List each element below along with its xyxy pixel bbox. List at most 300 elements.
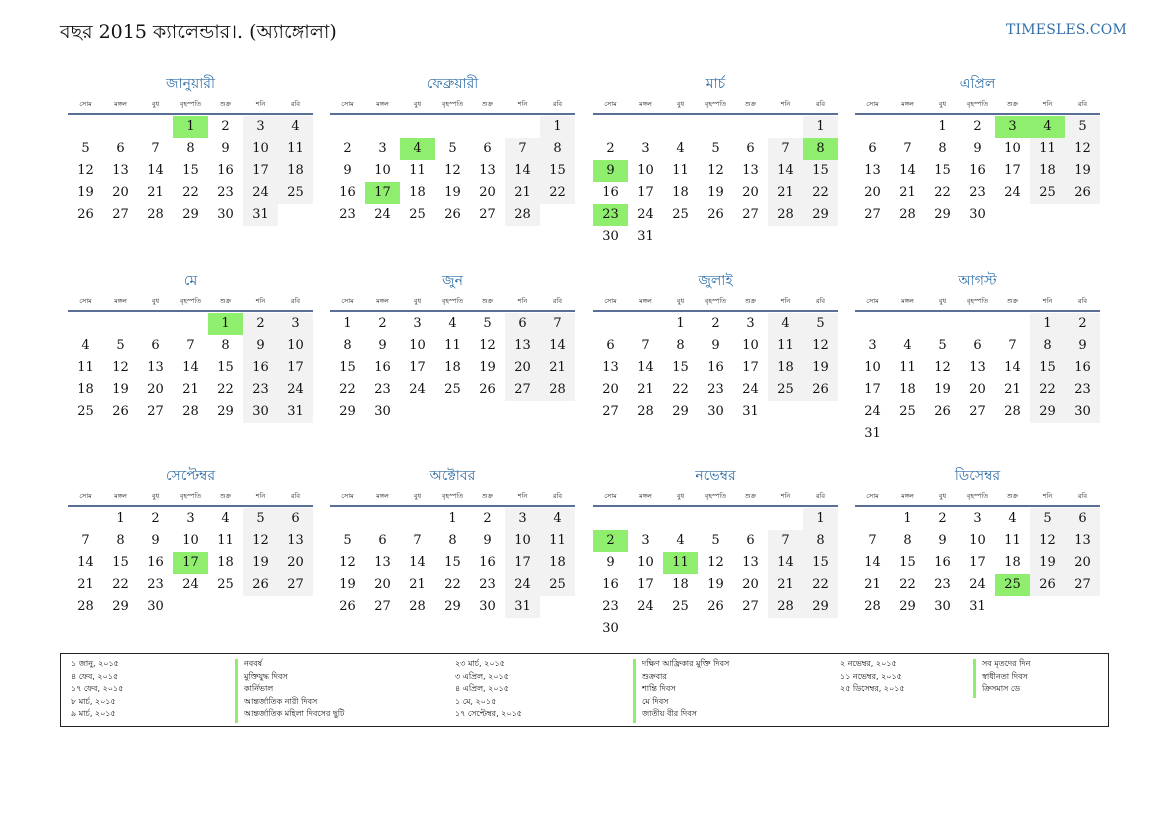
day-cell: 4 [221,511,230,526]
day-cell: 5 [81,141,90,156]
weekday-label: মঙ্গল [901,297,914,305]
day-cell: 25 [217,577,234,592]
empty-cell [470,116,505,138]
day-cell: 6 [746,533,755,548]
day-cell: 25 [672,599,689,614]
day-cell: 9 [221,141,230,156]
legend-name: নববর্ষ [244,659,263,668]
empty-cell [768,508,803,530]
weekday-label: শুক্র [219,100,232,108]
weekday-label: শনি [255,297,266,305]
day-cell: 11 [672,163,689,178]
day-cell: 29 [803,596,838,618]
day-cell: 11 [217,533,234,548]
day-cell: 15 [112,555,129,570]
day-cell: 21 [147,185,164,200]
weekday-label: মঙ্গল [901,492,914,500]
legend-name: আন্তর্জাতিক নারী দিবস [244,696,318,706]
day-cell: 1 [1030,313,1065,335]
day-cell: 27 [742,207,759,222]
empty-cell [593,313,628,335]
day-cell: 9 [151,533,160,548]
month-name: মার্চ [705,76,726,92]
day-cell: 17 [409,360,426,375]
weekday-label: বুধ [151,297,160,305]
month-block [330,73,575,226]
day-cell: 3 [641,533,650,548]
weekday-label: বৃহস্পতি [441,492,464,500]
day-cell: 2 [151,511,160,526]
weekday-label: রবি [815,492,826,500]
day-cell: 26 [444,207,461,222]
empty-cell [890,116,925,138]
month-block [68,270,313,423]
weekday-label: মঙ্গল [376,100,389,108]
day-cell: 29 [672,404,689,419]
weekday-label: শুক্র [481,100,494,108]
weekday-label: রবি [1077,297,1088,305]
day-cell: 12 [934,360,951,375]
day-cell: 29 [112,599,129,614]
weekday-label: শুক্র [481,492,494,500]
empty-cell [698,508,733,530]
day-cell: 19 [707,185,724,200]
day-cell: 30 [602,229,619,244]
day-cell: 1 [540,116,575,138]
day-cell: 20 [742,185,759,200]
day-cell: 18 [540,552,575,574]
weekday-label: রবি [290,492,301,500]
day-cell: 25 [77,404,94,419]
weekday-label: সোম [341,100,354,108]
weekday-label: বুধ [938,492,947,500]
day-cell: 22 [1030,379,1065,401]
day-cell: 23 [374,382,391,397]
day-cell: 18 [1030,160,1065,182]
day-cell: 27 [479,207,496,222]
weekday-label: বৃহস্পতি [441,100,464,108]
day-cell: 12 [707,555,724,570]
weekday-label: সোম [79,492,92,500]
day-cell: 22 [339,382,356,397]
day-cell: 20 [505,357,540,379]
day-cell: 8 [221,338,230,353]
weekday-label: বৃহস্পতি [179,297,202,305]
day-cell: 3 [746,316,755,331]
day-cell: 13 [505,335,540,357]
day-cell: 30 [969,207,986,222]
month-name: জুলাই [698,273,733,289]
day-cell: 21 [899,185,916,200]
day-cell: 16 [602,185,619,200]
weekday-label: শুক্র [1006,492,1019,500]
day-cell: 17 [637,185,654,200]
day-cell: 16 [339,185,356,200]
day-cell: 31 [505,596,540,618]
day-cell: 3 [641,141,650,156]
day-cell: 24 [182,577,199,592]
day-cell: 3 [186,511,195,526]
weekday-label: শনি [517,297,528,305]
day-cell: 15 [540,160,575,182]
weekday-header [68,95,313,115]
day-cell: 18 [1004,555,1021,570]
day-cell: 18 [444,360,461,375]
day-cell: 4 [1008,511,1017,526]
legend-name: সব মৃতদের দিন [982,659,1031,668]
day-cell: 2 [973,119,982,134]
day-cell: 23 [707,382,724,397]
day-cell: 30 [934,599,951,614]
weekday-label: মঙ্গল [376,297,389,305]
legend-name: ক্রিসমাস ডে [982,684,1020,693]
day-cell: 21 [768,574,803,596]
day-cell: 27 [742,599,759,614]
day-cell: 13 [278,530,313,552]
empty-cell [330,508,365,530]
day-cell: 20 [742,577,759,592]
empty-cell [68,313,103,335]
day-grid [68,507,313,618]
weekday-label: বুধ [938,297,947,305]
day-cell: 7 [641,338,650,353]
empty-cell [733,508,768,530]
day-cell: 18 [409,185,426,200]
weekday-header [593,292,838,312]
day-cell: 6 [973,338,982,353]
day-cell: 23 [339,207,356,222]
empty-cell [365,116,400,138]
day-cell: 29 [182,207,199,222]
day-cell: 14 [768,552,803,574]
day-cell: 8 [343,338,352,353]
day-cell: 29 [1030,401,1065,423]
month-name: ফেব্রুয়ারী [426,76,479,92]
day-cell: 5 [1065,116,1100,138]
day-cell: 28 [182,404,199,419]
day-grid [855,312,1100,445]
empty-cell [593,508,628,530]
legend-bar [973,659,976,698]
day-cell: 30 [147,599,164,614]
day-cell: 12 [339,555,356,570]
day-cell: 23 [217,185,234,200]
day-cell: 7 [768,138,803,160]
legend-dates-col1 [71,658,123,721]
day-cell: 2 [1065,313,1100,335]
empty-cell [698,116,733,138]
day-cell: 6 [483,141,492,156]
day-cell: 4 [676,533,685,548]
weekday-label: রবি [552,492,563,500]
legend-names-col2 [642,658,729,721]
day-cell: 15 [803,552,838,574]
day-cell: 31 [864,426,881,441]
weekday-header [68,487,313,507]
day-cell: 14 [1004,360,1021,375]
day-cell: 16 [934,555,951,570]
day-cell: 19 [479,360,496,375]
weekday-label: বৃহস্পতি [441,297,464,305]
month-name: আগস্ট [958,273,997,289]
day-cell: 10 [864,360,881,375]
day-cell: 24 [969,577,986,592]
day-cell: 15 [339,360,356,375]
empty-cell [995,313,1030,335]
day-cell: 20 [278,552,313,574]
day-cell: 3 [413,316,422,331]
day-cell: 28 [899,207,916,222]
day-cell: 30 [243,401,278,423]
day-cell: 14 [147,163,164,178]
empty-cell [593,116,628,138]
day-cell: 20 [602,382,619,397]
day-cell: 11 [899,360,916,375]
day-cell: 11 [1004,533,1021,548]
day-cell: 9 [378,338,387,353]
day-cell: 28 [768,596,803,618]
day-cell: 5 [711,141,720,156]
day-cell: 4 [81,338,90,353]
legend-names-col1 [244,658,344,721]
day-cell: 28 [540,379,575,401]
day-cell: 27 [602,404,619,419]
day-cell: 22 [803,182,838,204]
legend-bar [633,659,636,723]
legend-name: স্বাধীনতা দিবস [982,671,1028,681]
empty-cell [138,116,173,138]
weekday-label: শনি [255,492,266,500]
day-cell: 22 [934,185,951,200]
weekday-label: সোম [341,492,354,500]
day-cell: 1 [903,511,912,526]
day-cell: 13 [742,555,759,570]
holiday-day-cell: 11 [663,552,698,574]
day-cell: 25 [899,404,916,419]
day-cell: 9 [938,533,947,548]
day-cell: 22 [803,574,838,596]
day-cell: 18 [217,555,234,570]
day-cell: 2 [343,141,352,156]
day-cell: 11 [1030,138,1065,160]
day-cell: 26 [243,574,278,596]
weekday-label: রবি [1077,492,1088,500]
day-cell: 10 [1004,141,1021,156]
day-cell: 28 [505,204,540,226]
day-cell: 15 [217,360,234,375]
day-cell: 6 [151,338,160,353]
day-cell: 9 [243,335,278,357]
day-cell: 31 [243,204,278,226]
day-cell: 1 [803,116,838,138]
day-cell: 24 [637,599,654,614]
day-cell: 4 [278,116,313,138]
day-cell: 11 [540,530,575,552]
day-cell: 7 [186,338,195,353]
day-cell: 24 [742,382,759,397]
day-cell: 30 [707,404,724,419]
day-cell: 19 [243,552,278,574]
holiday-day-cell: 17 [365,182,400,204]
day-cell: 20 [864,185,881,200]
month-block [593,73,838,248]
legend-date: ২ নভেম্বর, ২০১৫ [840,659,897,668]
day-cell: 18 [77,382,94,397]
day-cell: 10 [374,163,391,178]
day-cell: 8 [676,338,685,353]
day-cell: 3 [243,116,278,138]
day-cell: 5 [483,316,492,331]
holiday-day-cell: 1 [208,313,243,335]
weekday-label: শনি [1042,100,1053,108]
day-cell: 21 [540,357,575,379]
day-cell: 18 [672,577,689,592]
day-cell: 1 [116,511,125,526]
weekday-label: বুধ [676,100,685,108]
day-cell: 23 [243,379,278,401]
day-cell: 24 [505,574,540,596]
day-cell: 24 [243,182,278,204]
legend-name: মুক্তিযুদ্ধ দিবস [244,671,288,681]
empty-cell [855,313,890,335]
empty-cell [733,116,768,138]
month-block [593,465,838,640]
legend-date: ২৩ মার্চ, ২০১৫ [455,659,505,668]
day-cell: 25 [1030,182,1065,204]
day-cell: 14 [899,163,916,178]
legend-date: ৩ এপ্রিল, ২০১৫ [455,671,509,681]
day-grid [68,115,313,226]
day-cell: 12 [1030,530,1065,552]
day-cell: 14 [505,160,540,182]
month-block [855,270,1100,445]
day-cell: 19 [803,357,838,379]
day-cell: 7 [868,533,877,548]
day-grid [855,507,1100,618]
day-cell: 17 [637,577,654,592]
day-cell: 9 [711,338,720,353]
holiday-day-cell: 25 [995,574,1030,596]
weekday-header [855,95,1100,115]
day-cell: 25 [540,574,575,596]
day-cell: 4 [768,313,803,335]
legend-dates-col2 [455,658,522,721]
day-cell: 6 [505,313,540,335]
day-cell: 2 [938,511,947,526]
day-cell: 24 [637,207,654,222]
day-cell: 14 [637,360,654,375]
day-cell: 21 [768,182,803,204]
day-cell: 8 [803,530,838,552]
day-cell: 10 [969,533,986,548]
empty-cell [435,116,470,138]
day-cell: 13 [479,163,496,178]
day-cell: 2 [483,511,492,526]
weekday-label: শনি [780,492,791,500]
day-cell: 23 [602,599,619,614]
day-cell: 12 [803,335,838,357]
day-grid [330,115,575,226]
day-cell: 6 [278,508,313,530]
empty-cell [663,508,698,530]
month-name: এপ্রিল [959,76,996,92]
day-cell: 17 [243,160,278,182]
day-cell: 10 [409,338,426,353]
day-cell: 7 [151,141,160,156]
day-cell: 15 [803,160,838,182]
day-cell: 26 [479,382,496,397]
day-cell: 31 [742,404,759,419]
day-cell: 23 [147,577,164,592]
weekday-label: বুধ [413,100,422,108]
weekday-label: শুক্র [1006,100,1019,108]
day-cell: 21 [1004,382,1021,397]
month-block [68,73,313,226]
legend-names-col3 [982,658,1030,696]
legend-name: জাতীয় বীর দিবস [642,709,697,718]
day-cell: 19 [444,185,461,200]
weekday-label: রবি [1077,100,1088,108]
day-cell: 27 [505,379,540,401]
weekday-label: শুক্র [219,492,232,500]
day-cell: 4 [676,141,685,156]
day-cell: 28 [1004,404,1021,419]
day-grid [593,115,838,248]
day-cell: 20 [1065,552,1100,574]
month-name: জানুয়ারী [166,76,215,92]
weekday-label: সোম [79,297,92,305]
legend-name: শান্তি দিবস [642,684,676,693]
day-cell: 29 [899,599,916,614]
day-cell: 16 [1065,357,1100,379]
month-name: মে [183,273,198,289]
day-cell: 1 [938,119,947,134]
day-cell: 5 [243,508,278,530]
day-cell: 2 [243,313,278,335]
weekday-label: রবি [815,100,826,108]
day-grid [68,312,313,423]
day-cell: 2 [711,316,720,331]
month-name: নভেম্বর [695,468,736,484]
day-grid [330,312,575,423]
weekday-label: সোম [604,100,617,108]
empty-cell [173,313,208,335]
day-cell: 27 [864,207,881,222]
day-cell: 14 [182,360,199,375]
weekday-label: মঙ্গল [376,492,389,500]
day-cell: 8 [186,141,195,156]
day-cell: 11 [768,335,803,357]
day-cell: 24 [1004,185,1021,200]
site-link[interactable]: TIMESLES.COM [1006,22,1127,38]
day-cell: 2 [606,141,615,156]
day-cell: 9 [1065,335,1100,357]
day-cell: 3 [868,338,877,353]
day-cell: 15 [1030,357,1065,379]
day-cell: 24 [864,404,881,419]
weekday-label: শনি [780,100,791,108]
day-cell: 13 [374,555,391,570]
day-cell: 19 [112,382,129,397]
day-cell: 7 [903,141,912,156]
day-cell: 16 [147,555,164,570]
holiday-day-cell: 9 [593,160,628,182]
day-cell: 31 [969,599,986,614]
month-block [855,465,1100,618]
day-cell: 18 [672,185,689,200]
month-name: সেপ্টেম্বর [165,468,216,484]
day-cell: 9 [973,141,982,156]
